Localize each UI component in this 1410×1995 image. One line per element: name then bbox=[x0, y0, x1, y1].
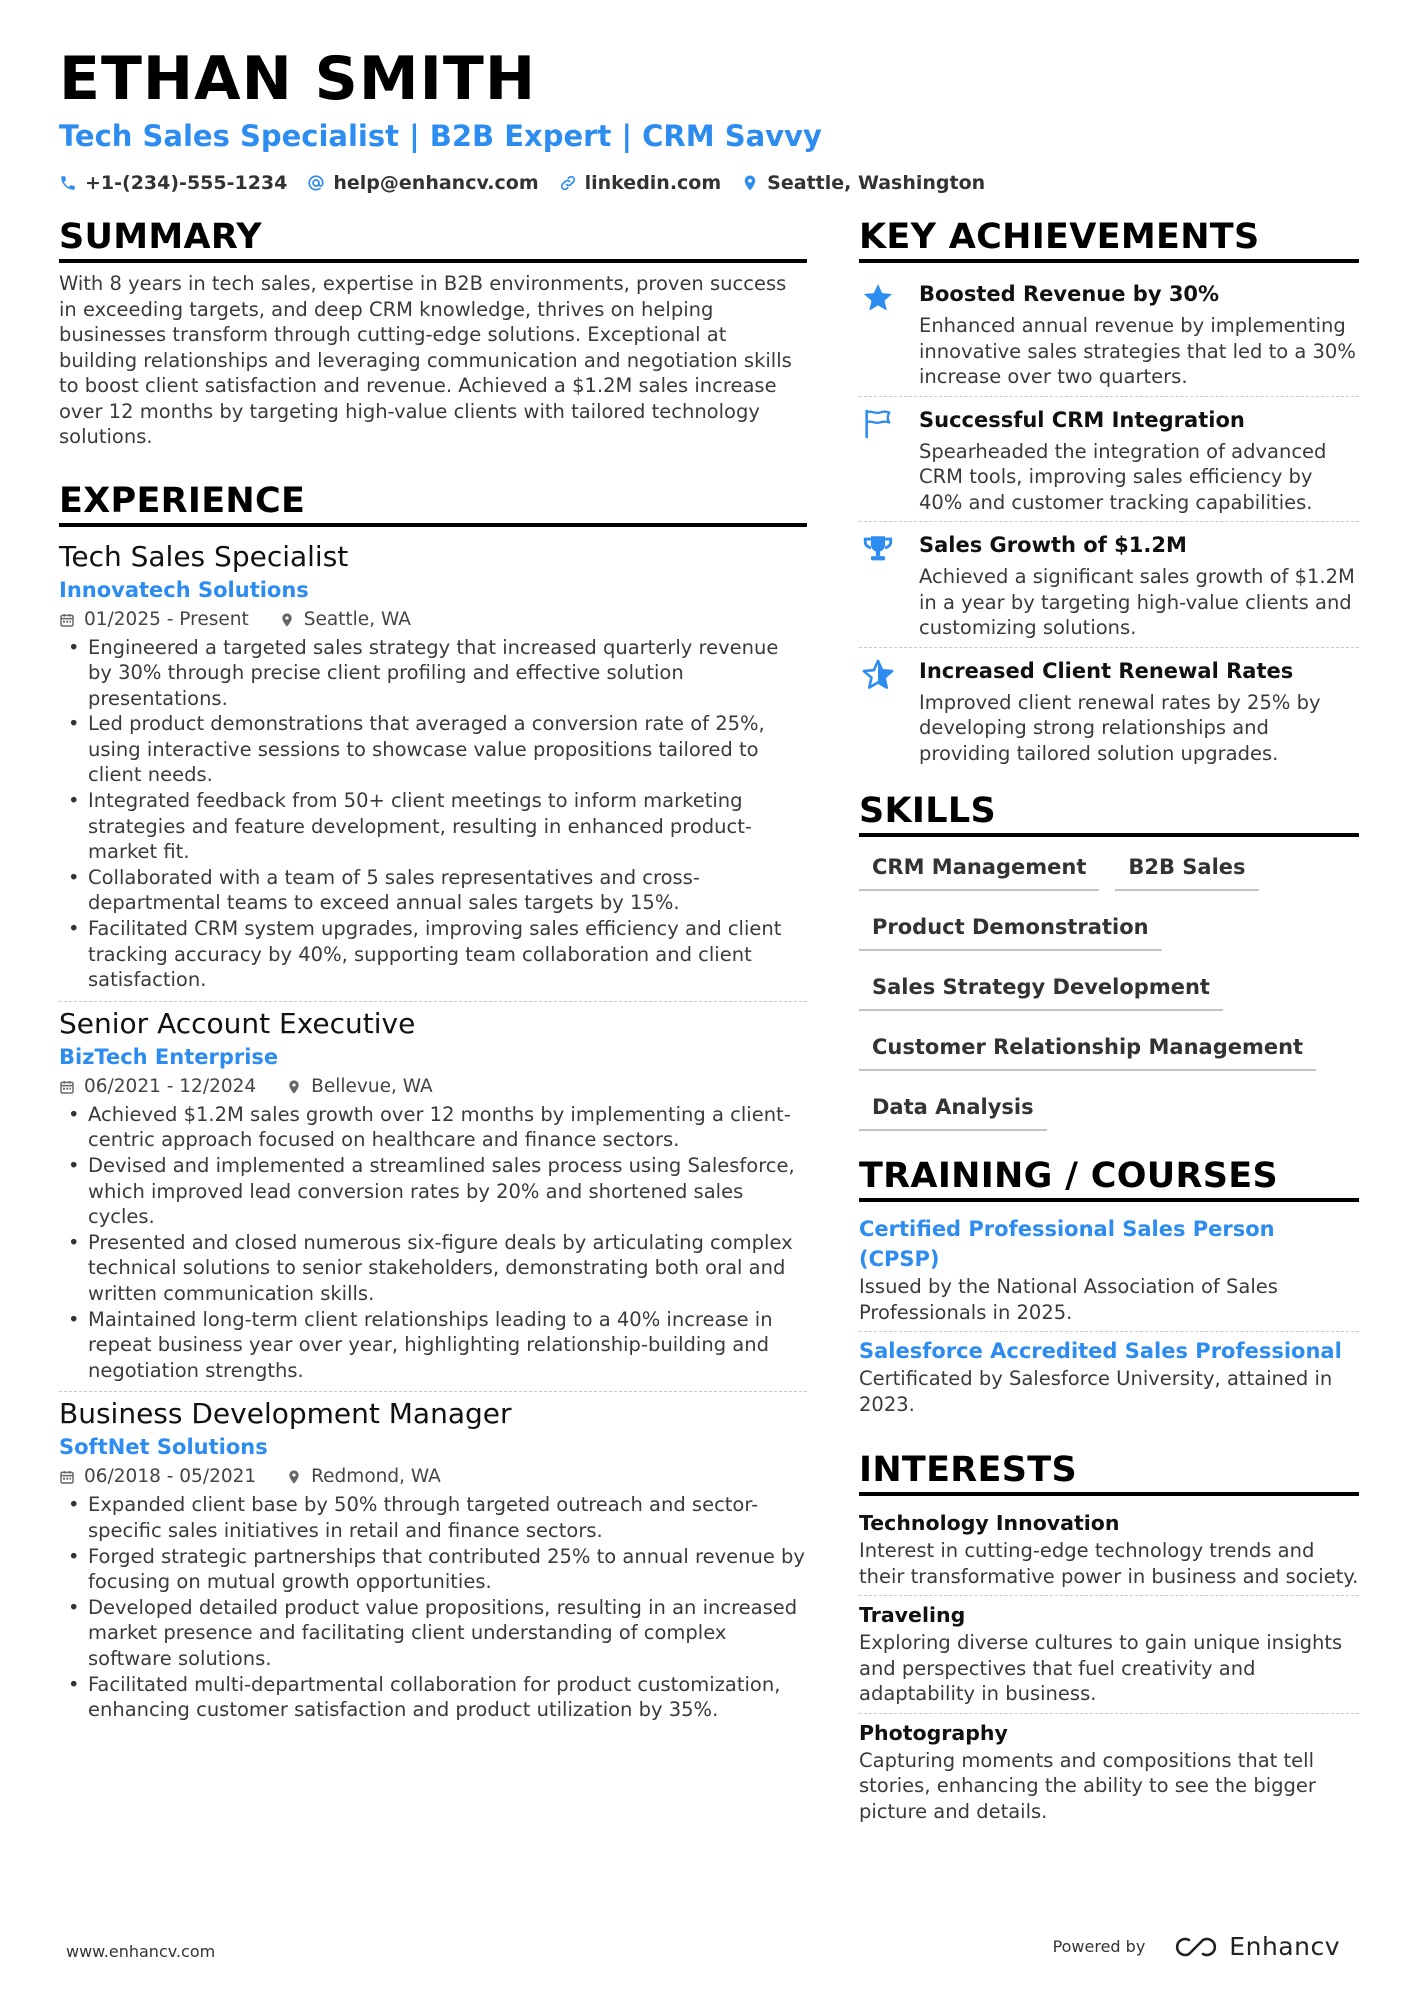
course-item bbox=[859, 1332, 1359, 1423]
trophy-icon bbox=[859, 532, 897, 566]
job-location-text: Bellevue, WA bbox=[311, 1075, 433, 1097]
course-desc: Certificated by Salesforce University, attained in 2023. bbox=[859, 1367, 1333, 1416]
achievement-item bbox=[859, 648, 1359, 773]
bullet-item: • Integrated feedback from 50+ client meetings to inform marketing strategies and feature development, resulting in enhanced product-market fit. bbox=[59, 788, 807, 865]
skills-section bbox=[859, 790, 1359, 1145]
job-location-text: Redmond, WA bbox=[311, 1466, 441, 1488]
achievement-item bbox=[859, 397, 1359, 523]
job-meta bbox=[59, 605, 807, 635]
course-item bbox=[859, 1210, 1359, 1332]
job-bullets bbox=[59, 635, 807, 993]
summary-section bbox=[59, 216, 807, 450]
calendar-icon bbox=[59, 612, 75, 628]
headline: Tech Sales Specialist | B2B Expert | CRM Savvy bbox=[59, 119, 822, 153]
location-pin-icon bbox=[286, 1469, 302, 1485]
skills-heading: SKILLS bbox=[859, 790, 1359, 837]
experience-section bbox=[59, 480, 807, 1731]
interest-title: Technology Innovation bbox=[859, 1511, 1120, 1535]
interest-desc: Exploring diverse cultures to gain unique insights and perspectives that fuel creativity and adaptability in business. bbox=[859, 1631, 1343, 1705]
contact-phone[interactable] bbox=[59, 172, 287, 194]
experience-entry bbox=[59, 1002, 807, 1393]
candidate-name: ETHAN SMITH bbox=[59, 44, 537, 114]
job-dates-text: 01/2025 - Present bbox=[84, 608, 249, 630]
experience-heading: EXPERIENCE bbox=[59, 480, 807, 527]
bullet-item: • Forged strategic partnerships that contributed 25% to annual revenue by focusing on mutual growth opportunities. bbox=[59, 1544, 807, 1595]
achievement-desc: Achieved a significant sales growth of $1.2M in a year by targeting high-value clients and customizing solutions. bbox=[919, 565, 1355, 639]
job-dates bbox=[59, 1072, 256, 1102]
job-bullets bbox=[59, 1102, 807, 1384]
skill-tag: CRM Management bbox=[859, 845, 1099, 891]
calendar-icon bbox=[59, 1469, 75, 1485]
bullet-item: • Developed detailed product value propositions, resulting in an increased market presence and facilitating client understanding of complex software solutions. bbox=[59, 1595, 807, 1672]
skills-list bbox=[859, 845, 1359, 1145]
job-dates bbox=[59, 605, 249, 635]
contact-location bbox=[741, 172, 985, 194]
at-icon bbox=[307, 174, 325, 192]
job-meta bbox=[59, 1462, 807, 1492]
location-pin-icon bbox=[286, 1079, 302, 1095]
bullet-item: • Maintained long-term client relationships leading to a 40% increase in repeat business year over year, highlighting relationship-building and negotiation strengths. bbox=[59, 1307, 807, 1384]
job-title: Tech Sales Specialist bbox=[59, 539, 349, 573]
job-dates-text: 06/2018 - 05/2021 bbox=[84, 1466, 257, 1488]
right-column bbox=[859, 216, 1359, 1830]
experience-entry bbox=[59, 535, 807, 1002]
job-title: Business Development Manager bbox=[59, 1397, 512, 1431]
star-outline-icon bbox=[859, 658, 897, 692]
footer-website[interactable]: www.enhancv.com bbox=[66, 1942, 216, 1961]
course-title: Salesforce Accredited Sales Professional bbox=[859, 1339, 1342, 1363]
job-dates bbox=[59, 1462, 256, 1492]
star-icon bbox=[859, 281, 897, 315]
enhancv-logo-icon bbox=[1171, 1934, 1221, 1960]
skill-tag: Product Demonstration bbox=[859, 905, 1162, 951]
interest-item bbox=[859, 1714, 1359, 1831]
company-name: Innovatech Solutions bbox=[59, 577, 309, 602]
achievements-heading: KEY ACHIEVEMENTS bbox=[859, 216, 1359, 263]
phone-text: +1-(234)-555-1234 bbox=[85, 172, 288, 194]
bullet-item: • Led product demonstrations that averaged a conversion rate of 25%, using interactive sessions to showcase value propositions tailored to client needs. bbox=[59, 711, 807, 788]
powered-by-label: Powered by bbox=[1052, 1937, 1146, 1956]
course-title: Certified Professional Sales Person (CPSP) bbox=[859, 1217, 1275, 1271]
flag-icon bbox=[859, 407, 897, 441]
achievement-title: Successful CRM Integration bbox=[919, 407, 1245, 432]
calendar-icon bbox=[59, 1079, 75, 1095]
job-location bbox=[286, 1072, 433, 1102]
interest-desc: Interest in cutting-edge technology trends and their transformative power in business and society. bbox=[859, 1539, 1359, 1588]
phone-icon bbox=[59, 174, 77, 192]
bullet-item: • Expanded client base by 50% through targeted outreach and sector-specific sales initiatives in retail and finance sectors. bbox=[59, 1492, 807, 1543]
job-dates-text: 06/2021 - 12/2024 bbox=[84, 1075, 257, 1097]
enhancv-logo[interactable] bbox=[1171, 1932, 1340, 1961]
bullet-item: • Facilitated multi-departmental collaboration for product customization, enhancing customer satisfaction and product utilization by 35%. bbox=[59, 1672, 807, 1723]
summary-heading: SUMMARY bbox=[59, 216, 807, 263]
achievement-title: Boosted Revenue by 30% bbox=[919, 282, 1220, 306]
footer-branding bbox=[1053, 1932, 1340, 1961]
achievement-desc: Enhanced annual revenue by implementing innovative sales strategies that led to a 30% increase over two quarters. bbox=[919, 314, 1356, 388]
training-section bbox=[859, 1155, 1359, 1423]
left-column bbox=[59, 216, 807, 1731]
skill-tag: Data Analysis bbox=[859, 1085, 1047, 1131]
bullet-item: • Collaborated with a team of 5 sales representatives and cross-departmental teams to exceed annual sales targets by 15%. bbox=[59, 865, 807, 916]
job-location bbox=[286, 1462, 441, 1492]
job-location-text: Seattle, WA bbox=[303, 608, 411, 630]
job-meta bbox=[59, 1072, 807, 1102]
skill-tag: Customer Relationship Management bbox=[859, 1025, 1316, 1071]
achievement-desc: Improved client renewal rates by 25% by developing strong relationships and providing tailored solution upgrades. bbox=[919, 690, 1321, 765]
job-title: Senior Account Executive bbox=[59, 1006, 416, 1040]
interest-title: Traveling bbox=[859, 1603, 966, 1627]
linkedin-text: linkedin.com bbox=[584, 172, 722, 194]
skill-tag: B2B Sales bbox=[1115, 845, 1258, 891]
summary-text: With 8 years in tech sales, expertise in B2B environments, proven success in exceeding targets, and deep CRM knowledge, thrives on helping businesses transform through cutting-edge solutions. Exceptional at building relationships and leveraging communication and negotiation skills to boost client satisfaction and revenue. Achieved a $1.2M sales increase over 12 months by targeting high-value clients with tailored technology solutions. bbox=[59, 272, 792, 448]
link-icon bbox=[559, 174, 577, 192]
interest-desc: Capturing moments and compositions that tell stories, enhancing the ability to see the bigger picture and details. bbox=[859, 1748, 1316, 1823]
brand-name: Enhancv bbox=[1229, 1932, 1340, 1961]
interest-item bbox=[859, 1504, 1359, 1596]
bullet-item: • Engineered a targeted sales strategy that increased quarterly revenue by 30% through precise client profiling and effective solution presentations. bbox=[59, 635, 807, 712]
bullet-item: • Achieved $1.2M sales growth over 12 months by implementing a client-centric approach focused on healthcare and finance sectors. bbox=[59, 1102, 807, 1153]
achievement-title: Sales Growth of $1.2M bbox=[919, 533, 1187, 557]
job-bullets bbox=[59, 1492, 807, 1722]
location-pin-icon bbox=[741, 174, 759, 192]
bullet-item: • Facilitated CRM system upgrades, improving sales efficiency and client tracking accuracy by 40%, supporting team collaboration and client satisfaction. bbox=[59, 916, 807, 993]
contact-linkedin[interactable] bbox=[559, 172, 722, 194]
achievement-item bbox=[859, 271, 1359, 397]
email-text: help@enhancv.com bbox=[333, 172, 539, 194]
contact-bar bbox=[59, 168, 1005, 198]
interests-section bbox=[859, 1449, 1359, 1830]
skill-tag: Sales Strategy Development bbox=[859, 965, 1223, 1011]
achievement-title: Increased Client Renewal Rates bbox=[919, 658, 1294, 683]
achievement-desc: Spearheaded the integration of advanced CRM tools, improving sales efficiency by 40% and customer tracking capabilities. bbox=[919, 439, 1327, 514]
location-pin-icon bbox=[279, 612, 295, 628]
course-desc: Issued by the National Association of Sales Professionals in 2025. bbox=[859, 1275, 1278, 1324]
training-heading: TRAINING / COURSES bbox=[859, 1155, 1359, 1202]
achievements-section bbox=[859, 216, 1359, 772]
location-text: Seattle, Washington bbox=[767, 172, 986, 194]
achievement-item bbox=[859, 522, 1359, 648]
interests-heading: INTERESTS bbox=[859, 1449, 1359, 1496]
contact-email[interactable] bbox=[307, 172, 538, 194]
company-name: SoftNet Solutions bbox=[59, 1435, 268, 1460]
interest-item bbox=[859, 1596, 1359, 1714]
interest-title: Photography bbox=[859, 1720, 1008, 1745]
company-name: BizTech Enterprise bbox=[59, 1044, 279, 1069]
job-location bbox=[279, 605, 411, 635]
experience-entry bbox=[59, 1392, 807, 1730]
bullet-item: • Devised and implemented a streamlined sales process using Salesforce, which improved lead conversion rates by 20% and shortened sales cycles. bbox=[59, 1153, 807, 1230]
bullet-item: • Presented and closed numerous six-figure deals by articulating complex technical solutions to senior stakeholders, demonstrating both oral and written communication skills. bbox=[59, 1230, 807, 1307]
